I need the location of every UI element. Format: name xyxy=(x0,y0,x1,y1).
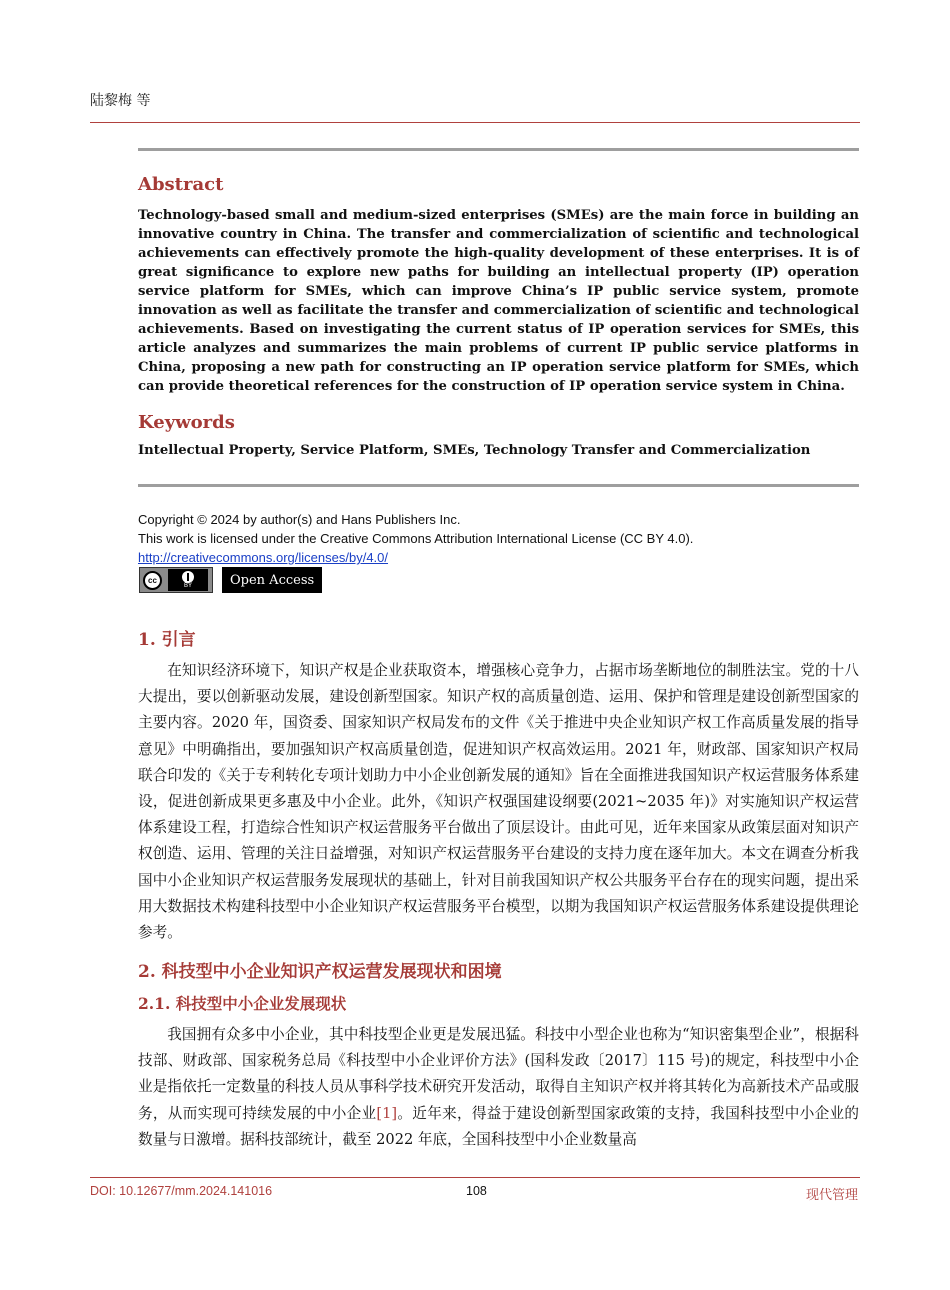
by-icon-block xyxy=(168,569,208,591)
license-badges xyxy=(139,567,322,593)
paragraph-text-continued: 。近年来，得益于建设创新型国家政策的支持，我国科技型中小企业的数量与日激增。据科技部统计，截至 2022 年底，全国科技型中小企业数量高 xyxy=(138,1104,859,1148)
journal-name: 现代管理 xyxy=(805,1188,858,1203)
abstract-bottom-rule xyxy=(138,484,859,487)
citation-link[interactable]: [1] xyxy=(376,1104,398,1122)
footer-divider xyxy=(90,1177,860,1178)
cc-by-badge[interactable] xyxy=(139,567,213,593)
section-2-heading: 2. 科技型中小企业知识产权运营发展现状和困境 xyxy=(138,962,502,982)
license-link[interactable]: http://creativecommons.org/licenses/by/4.0/ xyxy=(138,550,389,565)
section-2-1-paragraph xyxy=(138,1022,859,1153)
abstract-top-rule xyxy=(138,148,859,151)
keywords-heading: Keywords xyxy=(138,412,235,433)
page-number: 108 xyxy=(466,1184,487,1198)
cc-icon: cc xyxy=(143,571,162,590)
person-icon xyxy=(182,571,194,583)
section-2-1-heading: 2.1. 科技型中小企业发展现状 xyxy=(138,994,347,1013)
section-1-paragraph: 在知识经济环境下，知识产权是企业获取资本，增强核心竞争力，占据市场垄断地位的制胜法宝。党的十八大提出，要以创新驱动发展，建设创新型国家。知识产权的高质量创造、运用、保护和管理是建设创新型国家的主要内容。2020 年，国资委、国家知识产权局发布的文件《关于推进中央企业知识产权工作高质量发展的指导意见》中明确指出，要加强知识产权高质量创造，促进知识产权高效运用。2021 年，财政部、国家知识产权局联合印发的《关于专利转化专项计划助力中小企业创新发展的通知》旨在全面推进我国知识产权运营服务体系建设，促进创新成果更多惠及中小企业。此外，《知识产权强国建设纲要(2021~2035 年)》对实施知识产权运营体系建设工程，打造综合性知识产权运营服务平台做出了顶层设计。由此可见，近年来国家从政策层面对知识产权创造、运用、管理的关注日益增强，对知识产权运营服务平台建设的支持力度在逐年加大。本文在调查分析我国中小企业知识产权运营服务发展现状的基础上，针对目前我国知识产权公共服务平台存在的现实问题，提出采用大数据技术构建科技型中小企业知识产权运营服务平台模型，以期为我国知识产权运营服务体系建设提供理论参考。 xyxy=(138,662,859,942)
by-label: BY xyxy=(183,582,192,589)
section-1-heading: 1. 引言 xyxy=(138,630,196,650)
keywords-text: Intellectual Property, Service Platform, SMEs, Technology Transfer and Commercialization xyxy=(138,443,811,458)
paragraph-text: 我国拥有众多中小企业，其中科技型企业更是发展迅猛。科技中小型企业也称为“知识密集型企业”，根据科技部、财政部、国家税务总局《科技型中小企业评价方法》(国科发政〔2017〕115 号)的规定，科技型中小企业是指依托一定数量的科技人员从事科学技术研究开发活动，取得自主知识产权并将其转化为高新技术产品或服务，从而实现可持续发展的中小企业 xyxy=(138,1026,859,1122)
copyright-line: Copyright © 2024 by author(s) and Hans Publishers Inc. xyxy=(138,512,461,527)
header-divider xyxy=(90,122,860,123)
footer-doi: DOI: 10.12677/mm.2024.141016 xyxy=(90,1184,273,1198)
abstract-text: Technology-based small and medium-sized enterprises (SMEs) are the main force in building an innovative country in China. The transfer and commercialization of scientific and technological achievements can effectively promote the high-quality development of these enterprises. It is of great significance to explore new paths for building an intellectual property (IP) operation service platform for SMEs, which can improve China’s IP public service system, promote innovation as well as facilitate the transfer and commercialization of scientific and technological achievements. Based on investigating the current status of IP operation services for SMEs, this article analyzes and summarizes the main problems of current IP public service platforms in China, proposing a new path for constructing an IP operation service platform for SMEs, which can provide theoretical references for the construction of IP operation service system in China. xyxy=(138,208,859,394)
license-block xyxy=(138,510,859,567)
open-access-badge: Open Access xyxy=(222,567,322,593)
running-head-authors: 陆黎梅 等 xyxy=(90,93,151,109)
abstract-heading: Abstract xyxy=(138,174,224,195)
license-statement: This work is licensed under the Creative Commons Attribution International License (CC BY 4.0). xyxy=(138,531,694,546)
